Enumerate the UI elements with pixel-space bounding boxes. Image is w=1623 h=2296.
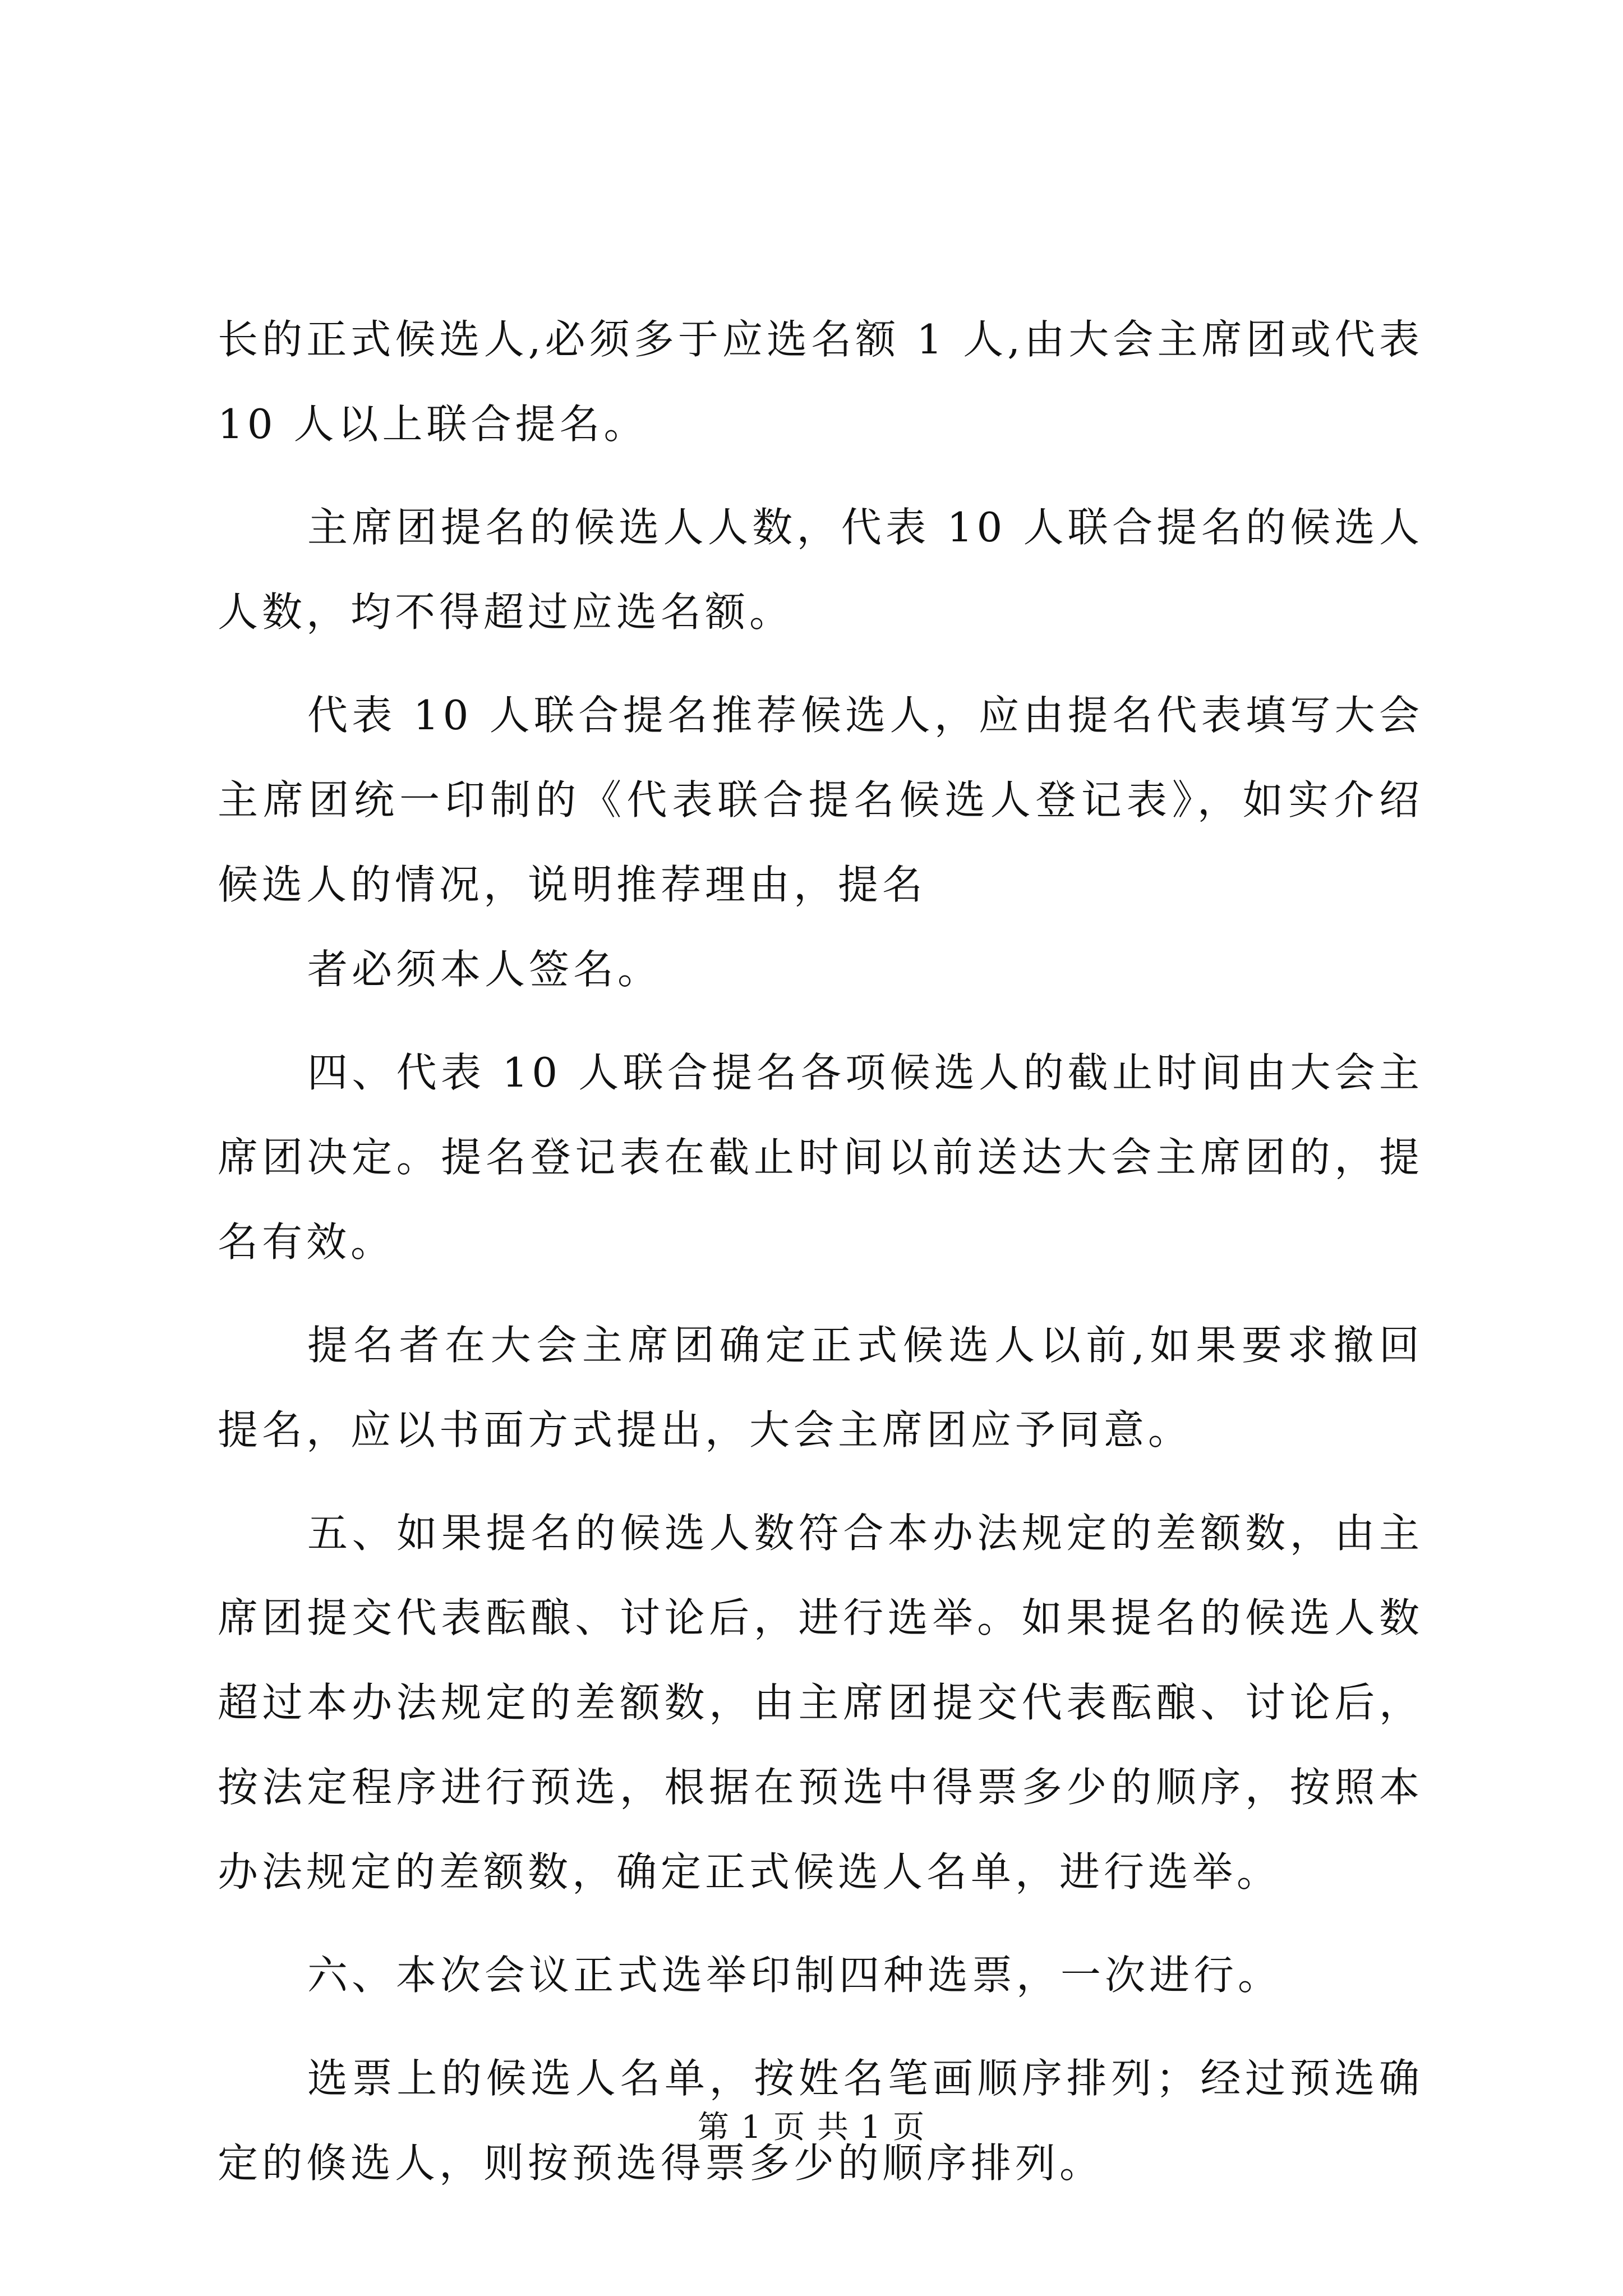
paragraph-1: 长的正式候选人,必须多于应选名额 1 人,由大会主席团或代表 10 人以上联合提名。 — [218, 316, 1423, 448]
document-body — [218, 297, 1423, 2224]
page-number: 第 1 页 共 1 页 — [697, 2109, 926, 2146]
paragraph-7: 五、如果提名的候选人数符合本办法规定的差额数，由主席团提交代表酝酿、讨论后，进行选举。如果提名的候选人数超过本办法规定的差额数，由主席团提交代表酝酿、讨论后，按法定程序进行预选，根据在预选中得票多少的顺序，按照本办法规定的差额数，确定正式候选人名单，进行选举。 — [218, 1510, 1423, 1895]
paragraph-6: 提名者在大会主席团确定正式候选人以前,如果要求撤回提名，应以书面方式提出，大会主席团应予同意。 — [218, 1322, 1423, 1453]
page-footer — [0, 2102, 1623, 2147]
paragraph-9: 选票上的候选人名单，按姓名笔画顺序排列；经过预选确定的倏选人，则按预选得票多少的顺序排列。 — [218, 2055, 1423, 2187]
paragraph-5: 四、代表 10 人联合提名各项候选人的截止时间由大会主席团决定。提名登记表在截止时间以前送达大会主席团的，提名有效。 — [218, 1049, 1423, 1266]
paragraph-3: 代表 10 人联合提名推荐候选人，应由提名代表填写大会主席团统一印制的《代表联合提名候选人登记表》，如实介绍候选人的情况，说明推荐理由，提名 — [218, 692, 1423, 908]
paragraph-8: 六、本次会议正式选举印制四种选票，一次进行。 — [307, 1952, 1283, 1999]
paragraph-2: 主席团提名的候选人人数，代表 10 人联合提名的候选人人数，均不得超过应选名额。 — [218, 504, 1423, 636]
paragraph-4: 者必须本人签名。 — [307, 946, 662, 993]
